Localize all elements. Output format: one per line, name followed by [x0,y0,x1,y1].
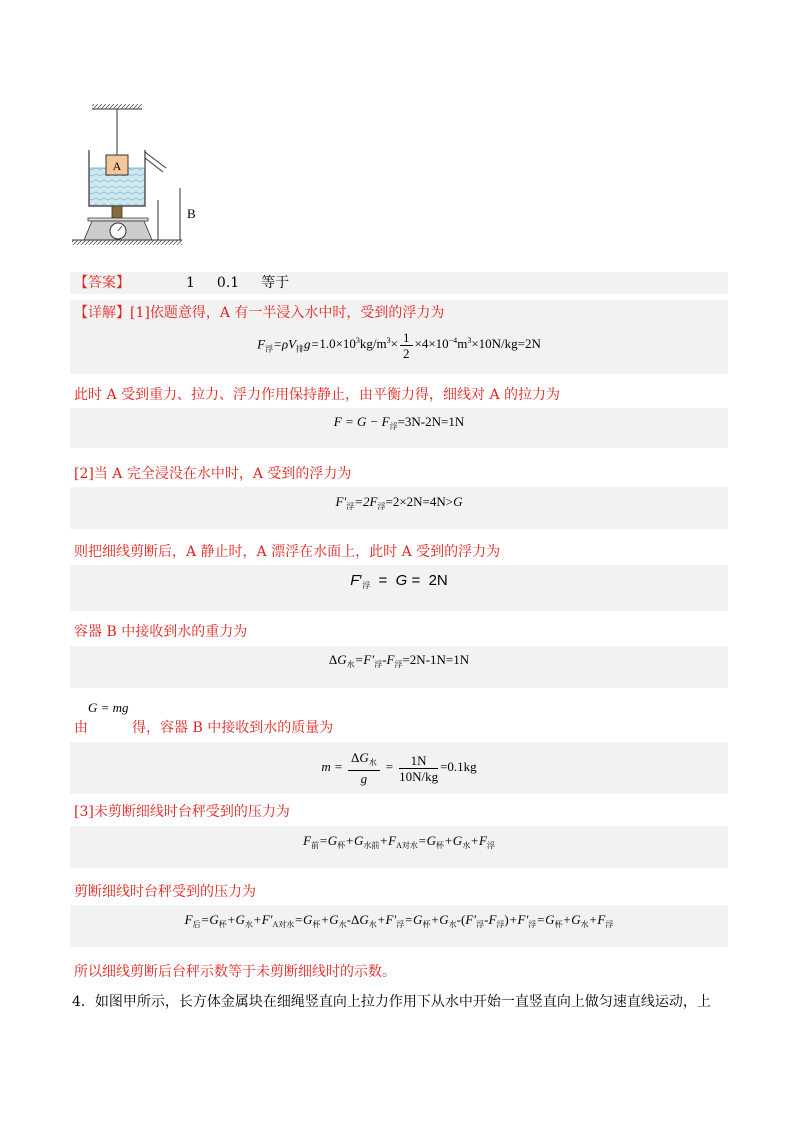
detail-tag: 【详解】 [74,305,130,321]
equation-buoyancy-half: $F_浮=\rho V_排g=1.0\times 10^3kg/m^3\times$ $\frac{1}{2}$ $\times 4\times 10^{-4}m^3\times 10N/kg=2N$ [257,330,541,361]
detail-para-3: [2]当 A 完全浸没在水中时，A 受到的浮力为 [74,466,352,482]
equation-pressure-after: $F_后=G_杯+G_水+F'_{A对水}=G_杯+G_水-\Delta G_水+F'_浮=G_杯+G_水-(F'_浮-F_浮)+F'_浮=G_杯+G_水+F_浮$ [184,912,614,929]
equation-buoyancy-full: $F'_浮=2F_浮=2\times 2N=4N>G$ [335,494,463,511]
equation-tension: $F = G - F_浮=3N-2N=1N$ [333,414,465,431]
formula-weight: G = mg [88,700,129,715]
container-label: B [187,206,196,221]
equation-mass: m = $\frac{\Delta G_水}{g}$ = $\frac{1N}{10N/kg}$ =0.1kg [321,750,477,786]
answer-value-2: 0.1 [216,275,240,291]
answer-tag: 【答案】 [74,275,130,291]
apparatus-figure [70,100,200,250]
answer-line [74,273,289,293]
detail-para-1: 【详解】[1]依题意得，A 有一半浸入水中时，受到的浮力为 [74,305,445,321]
equation-floating: $F'_浮 = G = 2N$ [350,572,448,590]
detail-para-9: 所以细线剪断后台秤示数等于未剪断细线时的示数。 [74,964,396,980]
detail-para-7: [3]未剪断细线时台秤受到的压力为 [74,804,290,820]
detail-para-5: 容器 B 中接收到水的重力为 [74,624,248,640]
detail-para-8: 剪断细线时台秤受到的压力为 [74,884,256,900]
detail-para-6: 由 得，容器 B 中接收到水的质量为 [74,720,334,736]
block-label: A [112,159,122,173]
detail-para-4: 则把细线剪断后，A 静止时，A 漂浮在水面上，此时 A 受到的浮力为 [74,544,501,560]
equation-pressure-before: $F_前=G_杯+G_{水前}+F_{A对水}=G_杯+G_水+F_浮$ [303,833,495,850]
detail-para-2: 此时 A 受到重力、拉力、浮力作用保持静止，由平衡力得，细线对 A 的拉力为 [74,387,561,403]
next-question: 4．如图甲所示，长方体金属块在细绳竖直向上拉力作用下从水中开始一直竖直向上做匀速直线运动，上 [72,994,711,1010]
answer-value-1: 1 [186,275,195,291]
equation-water-weight: $\Delta G_水=F'_浮-F_浮=2N-1N=1N$ [328,652,470,669]
answer-value-3: 等于 [261,275,290,291]
